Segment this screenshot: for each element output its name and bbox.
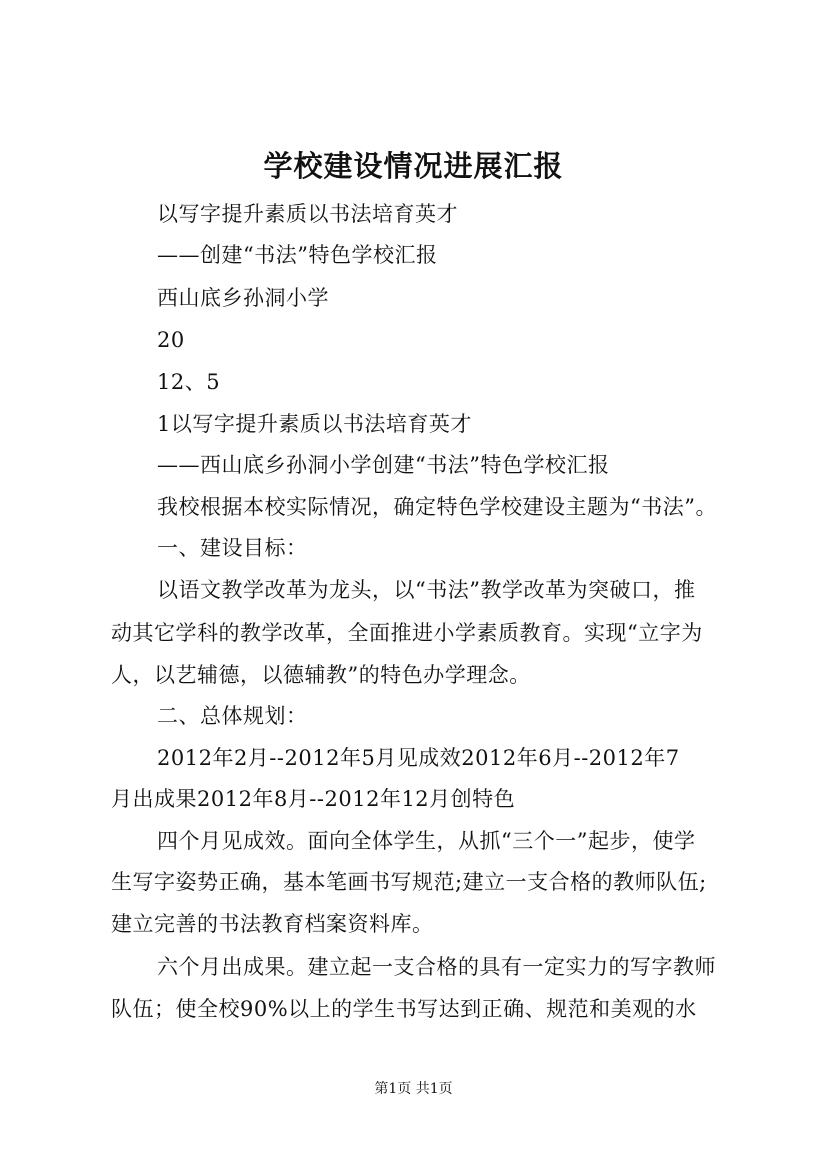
text-line: 以语文教学改革为龙头，以“书法”教学改革为突破口，推 [157,578,696,602]
text-line: 建立完善的书法教育档案资料库。 [111,912,434,936]
page-footer: 第1页 共1页 [374,1081,453,1097]
text-line: 人，以艺辅德，以德辅教”的特色办学理念。 [111,663,531,687]
text-line: 月出成果2012年8月--2012年12月创特色 [111,787,516,811]
text-line: 我校根据本校实际情况，确定特色学校建设主题为“书法”。 [157,495,717,519]
text-line: 1以写字提升素质以书法培育英才 [157,412,472,436]
text-line: 以写字提升素质以书法培育英才 [157,202,458,226]
document-title: 学校建设情况进展汇报 [263,149,564,183]
text-line: ——西山底乡孙洞小学创建“书法”特色学校汇报 [157,453,610,477]
text-line: 12、5 [157,370,221,394]
text-line: 生写字姿势正确，基本笔画书写规范;建立一支合格的教师队伍; [111,870,707,894]
text-line: 动其它学科的教学改革，全面推进小学素质教育。实现“立字为 [111,621,703,645]
text-line: 20 [157,328,185,352]
text-line: ——创建“书法”特色学校汇报 [157,243,438,267]
section-heading: 二、总体规划： [157,704,308,728]
section-heading: 一、建设目标： [157,536,308,560]
text-line: 四个月见成效。面向全体学生，从抓“三个一”起步，使学 [157,829,696,853]
text-line: 队伍；使全校90%以上的学生书写达到正确、规范和美观的水 [111,997,697,1021]
text-line: 西山底乡孙洞小学 [157,286,329,310]
text-line: 2012年2月--2012年5月见成效2012年6月--2012年7 [157,746,680,770]
text-line: 六个月出成果。建立起一支合格的具有一定实力的写字教师 [157,955,716,979]
